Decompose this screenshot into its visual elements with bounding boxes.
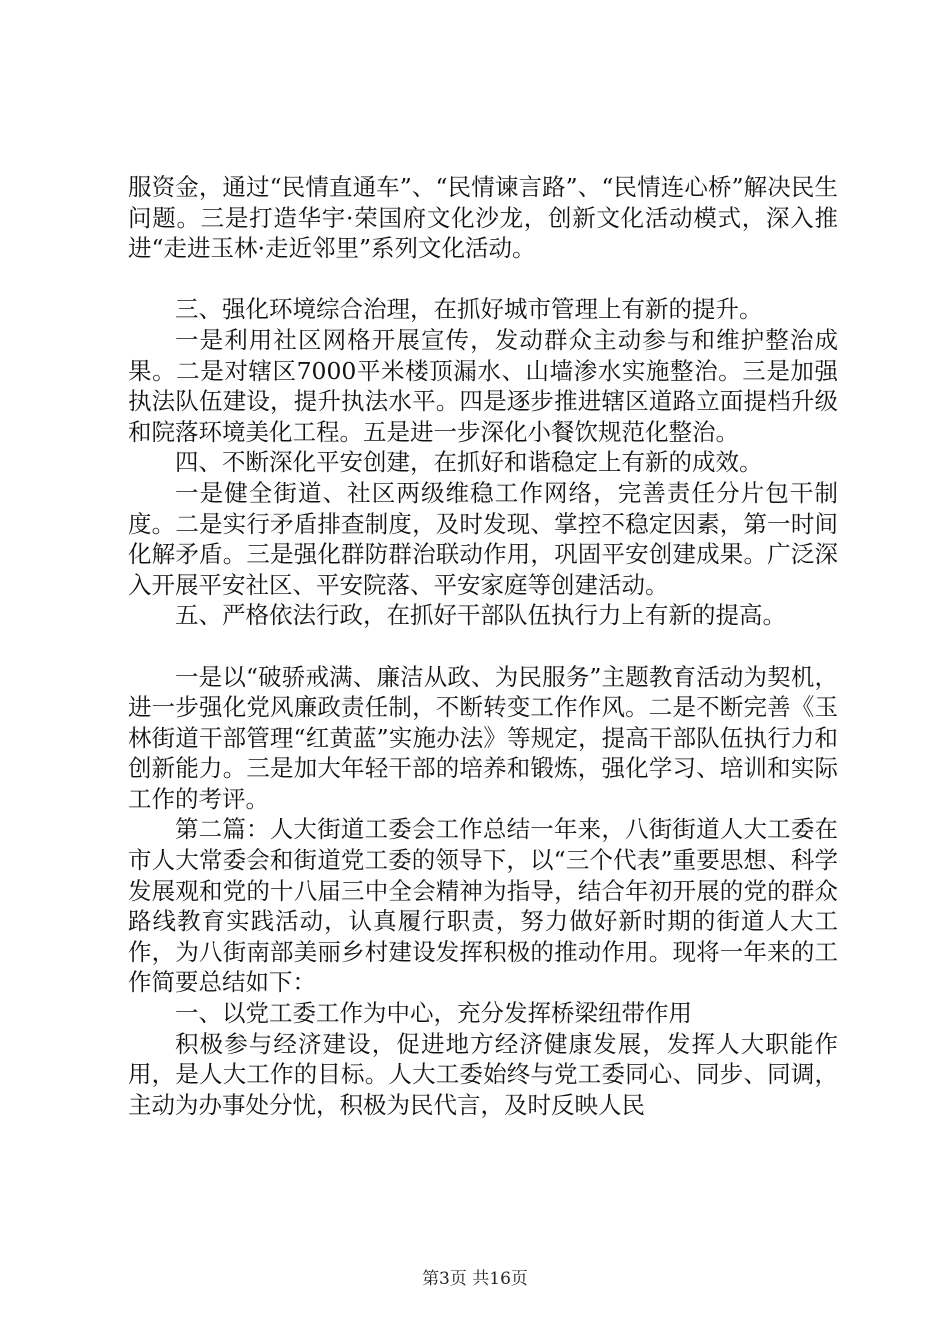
paragraph: 积极参与经济建设，促进地方经济健康发展，发挥人大职能作用，是人大工作的目标。人大工委始终与党工委同心、同步、同调，主动为办事处分忧，积极为民代言，及时反映人民 bbox=[128, 1029, 838, 1119]
section-heading-3: 三、强化环境综合治理，在抓好城市管理上有新的提升。 bbox=[175, 295, 763, 324]
paragraph-gap bbox=[128, 631, 838, 662]
document-body bbox=[128, 172, 838, 1120]
section-heading-5: 五、严格依法行政，在抓好干部队伍执行力上有新的提高。 bbox=[175, 601, 786, 630]
section-heading-4: 四、不断深化平安创建，在抓好和谐稳定上有新的成效。 bbox=[175, 448, 763, 477]
page-number-footer: 第3页 共16页 bbox=[422, 1269, 528, 1289]
paragraph: 一是利用社区网格开展宣传，发动群众主动参与和维护整治成果。二是对辖区7000平米楼顶漏水、山墙渗水实施整治。三是加强执法队伍建设，提升执法水平。四是逐步推进辖区道路立面提档升级和院落环境美化工程。五是进一步深化小餐饮规范化整治。 bbox=[128, 325, 838, 446]
paragraph: 一是健全街道、社区两级维稳工作网络，完善责任分片包干制度。二是实行矛盾排查制度，及时发现、掌控不稳定因素，第一时间化解矛盾。三是强化群防群治联动作用，巩固平安创建成果。广泛深入开展平安社区、平安院落、平安家庭等创建活动。 bbox=[128, 478, 838, 599]
paragraph-chapter-two: 第二篇：人大街道工委会工作总结一年来，八街街道人大工委在市人大常委会和街道党工委的领导下，以“三个代表”重要思想、科学发展观和党的十八届三中全会精神为指导，结合年初开展的党的群众路线教育实践活动，认真履行职责，努力做好新时期的街道人大工作，为八街南部美丽乡村建设发挥积极的推动作用。现将一年来的工作简要总结如下： bbox=[128, 815, 838, 997]
paragraph: 一是以“破骄戒满、廉洁从政、为民服务”主题教育活动为契机，进一步强化党风廉政责任制，不断转变工作作风。二是不断完善《玉林街道干部管理“红黄蓝”实施办法》等规定，提高干部队伍执行力和创新能力。三是加大年轻干部的培养和锻炼，强化学习、培训和实际工作的考评。 bbox=[128, 662, 838, 813]
paragraph-continuation: 服资金，通过“民情直通车”、“民情谏言路”、“民情连心桥”解决民生问题。三是打造华宇·荣国府文化沙龙，创新文化活动模式，深入推进“走进玉林·走近邻里”系列文化活动。 bbox=[128, 173, 838, 263]
section-heading-1: 一、以党工委工作为中心，充分发挥桥梁纽带作用 bbox=[175, 999, 692, 1028]
paragraph-gap bbox=[128, 264, 838, 295]
